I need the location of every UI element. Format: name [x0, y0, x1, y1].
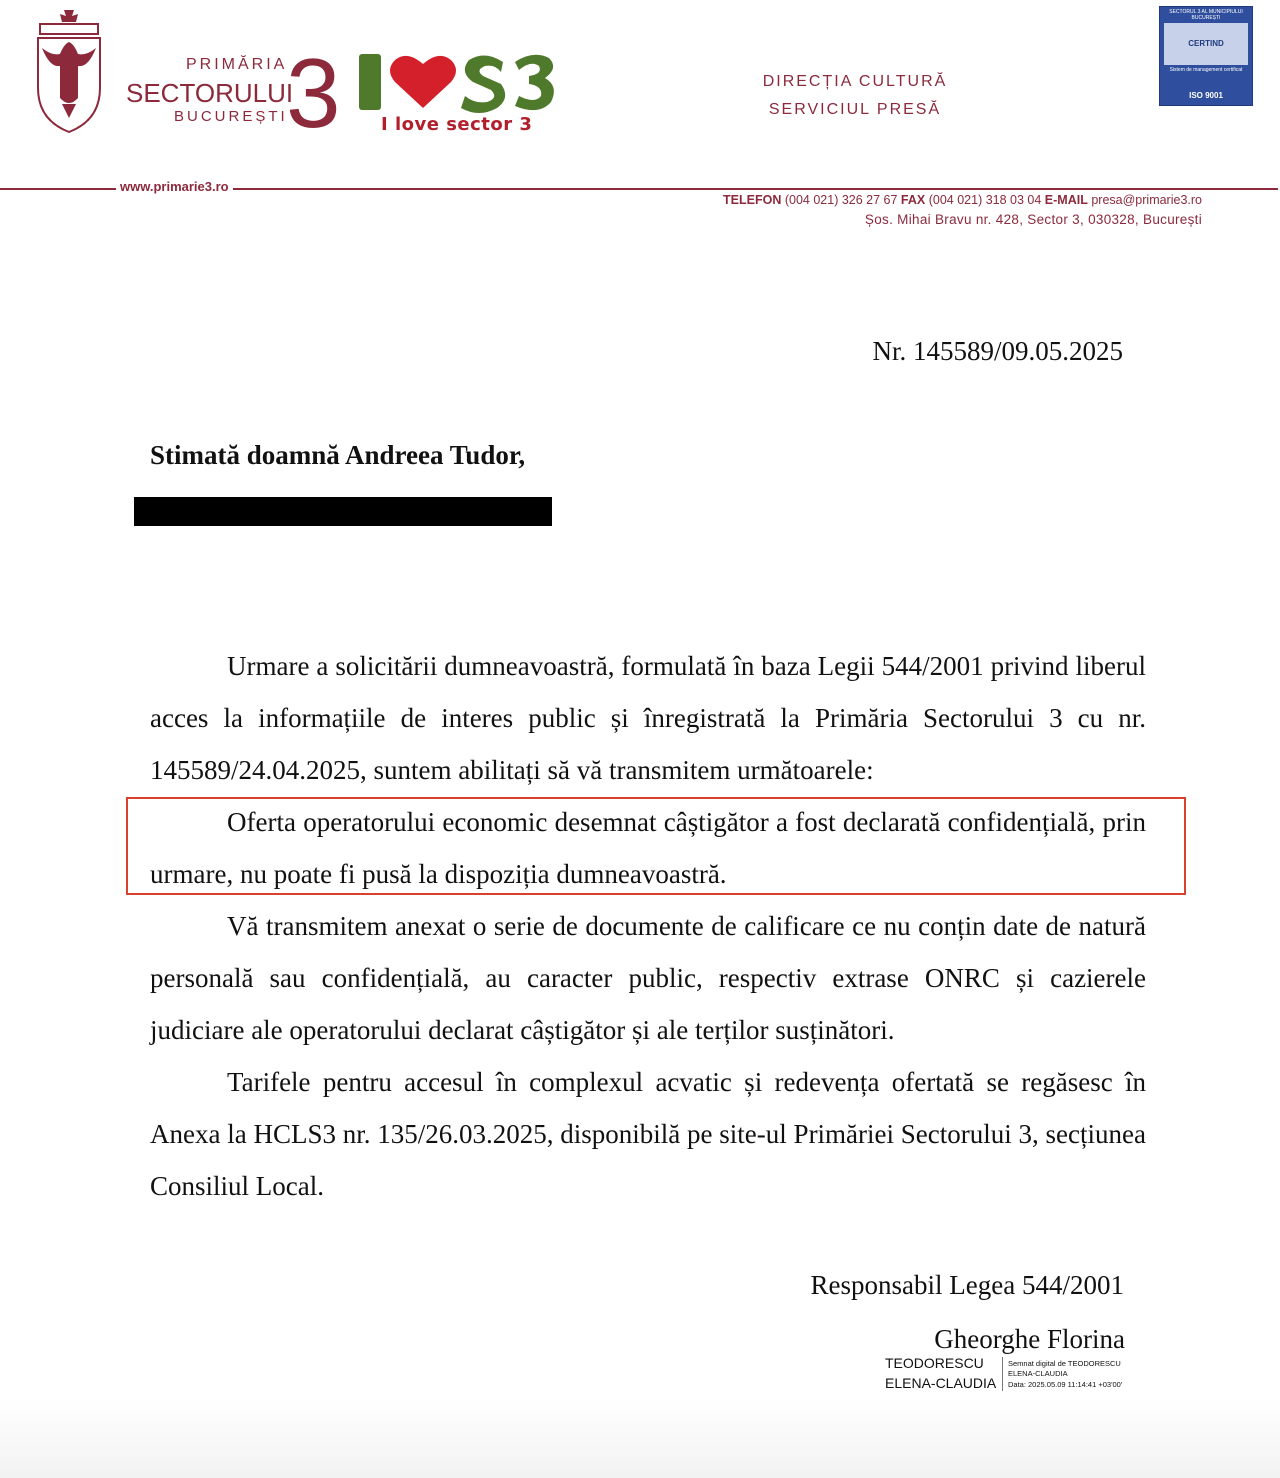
- phone-value: (004 021) 326 27 67: [784, 193, 898, 207]
- logo-primaria-mid: SECTORULUI: [126, 78, 294, 108]
- iso-number: ISO 9001: [1189, 91, 1223, 100]
- department-line1: DIRECȚIA CULTURĂ: [762, 73, 948, 90]
- highlight-box: [126, 797, 1186, 895]
- digital-signature-divider: [1002, 1357, 1003, 1391]
- paragraph-request: [150, 640, 1146, 796]
- i-love-s3-graphic-icon: [355, 48, 560, 118]
- digital-signature-detail1: Semnat digital de TEODORESCU: [1008, 1359, 1121, 1368]
- iso-top-text: SECTORUL 3 AL MUNICIPIULUI BUCUREȘTI: [1169, 9, 1243, 21]
- fax-label: FAX: [900, 193, 926, 207]
- closing-role: Responsabil Legea 544/2001: [810, 1270, 1124, 1300]
- iso-cert-text: CERTIND: [1188, 39, 1224, 48]
- signatory-name: Gheorghe Florina: [934, 1324, 1125, 1354]
- email-label: E-MAIL: [1044, 193, 1088, 207]
- paragraph-text: Tarifele pentru accesul în complexul acvatic și redevența ofertată se regăsesc în Anexa la HCLS3 nr. 135/26.03.2025, disponibilă pe site-ul Primăriei Sectorului 3, secțiunea Consiliul Local.: [150, 1067, 1146, 1201]
- redaction-bar: [134, 497, 552, 526]
- salutation: Stimată doamnă Andreea Tudor,: [150, 440, 526, 470]
- digital-signature-detail3: Data: 2025.05.09 11:14:41 +03'00': [1008, 1380, 1123, 1389]
- logo-primaria-bottom: BUCUREȘTI: [174, 108, 288, 125]
- letterhead: [0, 0, 1280, 250]
- address: Șos. Mihai Bravu nr. 428, Sector 3, 030328, București: [864, 212, 1202, 227]
- fax-value: (004 021) 318 03 04: [928, 193, 1042, 207]
- contact-line: [560, 193, 1202, 207]
- i-love-sector3-logo: [355, 48, 560, 143]
- digital-signature-name2: ELENA-CLAUDIA: [885, 1375, 997, 1391]
- iso-desc-text: Sistem de management certificat: [1169, 67, 1243, 73]
- paragraph-documents: [150, 900, 1146, 1056]
- registration-number: Nr. 145589/09.05.2025: [872, 336, 1123, 366]
- coat-of-arms-icon: [30, 8, 108, 136]
- page-bottom-shade: [0, 1400, 1280, 1478]
- iso-certificate-badge: [1159, 6, 1253, 106]
- phone-label: TELEFON: [723, 193, 782, 207]
- primaria-logo: [118, 38, 341, 148]
- department: [740, 68, 970, 124]
- paragraph-text: Oferta operatorului economic desemnat câștigător a fost declarată confidențială, prin urmare, nu poate fi pusă la dispoziția dumneavoastră.: [150, 807, 1146, 889]
- digital-signature-name1: TEODORESCU: [885, 1355, 984, 1371]
- paragraph-text: Vă transmitem anexat o serie de documente de calificare ce nu conțin date de natură personală sau confidențială, au caracter public, respectiv extrase ONRC și cazierele judiciare ale operatorului declarat câștigător și ale terților susținători.: [150, 911, 1146, 1045]
- department-line2: SERVICIUL PRESĂ: [768, 101, 942, 118]
- love-logo-text: I love sector 3: [381, 114, 533, 135]
- website-link[interactable]: www.primarie3.ro: [116, 179, 233, 194]
- logo-number: 3: [286, 38, 341, 148]
- paragraph-text: Urmare a solicitării dumneavoastră, formulată în baza Legii 544/2001 privind liberul acces la informațiile de interes public și înregistrată la Primăria Sectorului 3 cu nr. 145589/24.04.2025, suntem abilitați să vă transmitem următoarele:: [150, 651, 1146, 785]
- digital-signature-detail2: ELENA-CLAUDIA: [1008, 1369, 1068, 1378]
- paragraph-tariffs: [150, 1056, 1146, 1212]
- logo-primaria-top: PRIMĂRIA: [186, 56, 288, 73]
- email-value[interactable]: presa@primarie3.ro: [1091, 193, 1202, 207]
